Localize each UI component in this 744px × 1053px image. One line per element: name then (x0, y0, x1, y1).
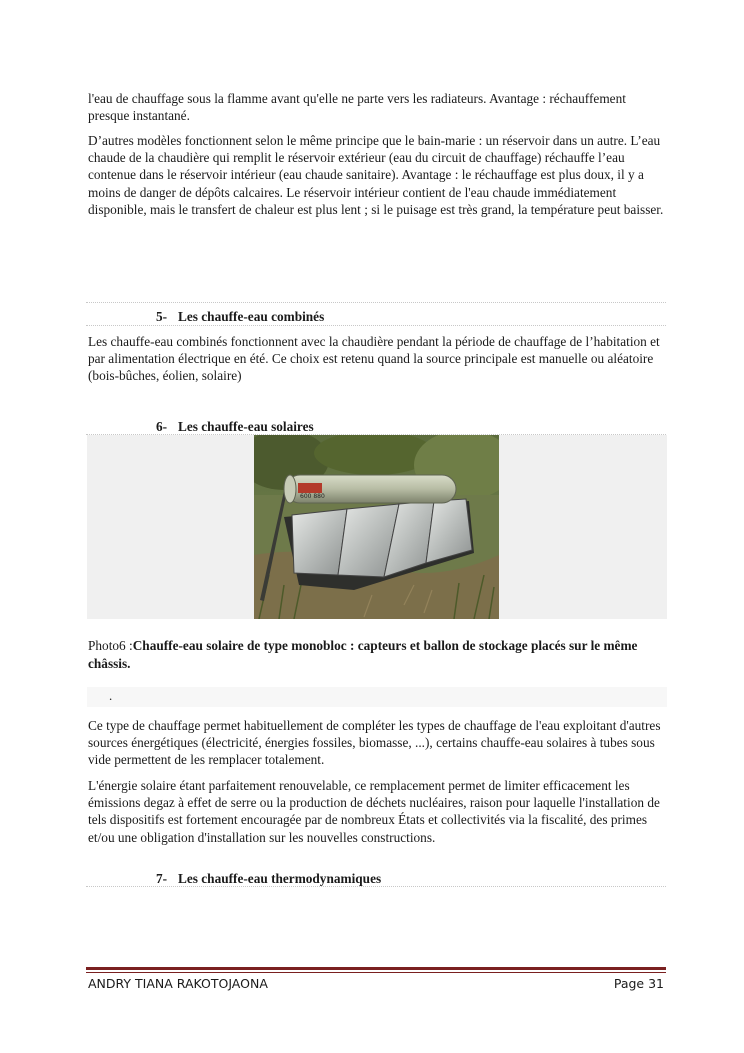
solar-water-heater-photo (254, 435, 499, 619)
caption-text: Chauffe-eau solaire de type monobloc : capteurs et ballon de stockage placés sur le même châssis. (88, 638, 638, 671)
paragraph-solar-usage: Ce type de chauffage permet habituellement de compléter les types de chauffage de l'eau exploitant d'autres sources énergétiques (électricité, énergies fossiles, biomasse, ...), certains chauffe-eau solaires à tubes sous vide permettent de les remplacer totalement. (88, 718, 661, 768)
footer-rule (86, 967, 666, 970)
footer-page-number: Page 31 (613, 976, 664, 991)
paragraph-bain-marie: D’autres modèles fonctionnent selon le même principe que le bain-marie : un réservoir dans un autre. L’eau chaude de la chaudière qui remplit le réservoir extérieur (eau du circuit de chauffage) réchauffe l’eau contenue dans le réservoir intérieur (eau chaude sanitaire). Avantage : le réchauffage est plus doux, il y a moins de danger de dépôts calcaires. Le réservoir intérieur contient de l'eau chaude immédiatement disponible, mais le transfert de chaleur est plus lent ; si le puisage est très grand, la température peut baisser. (88, 133, 664, 217)
paragraph-combined: Les chauffe-eau combinés fonctionnent avec la chaudière pendant la période de chauffage de l’habitation et par alimentation électrique en été. Ce choix est retenu quand la source principale est manuelle ou aléatoire (bois-bûches, éolien, solaire) (88, 334, 660, 384)
caption-lead: Photo6 : (88, 638, 133, 653)
photo-caption (88, 637, 668, 672)
paragraph-renewable: L'énergie solaire étant parfaitement renouvelable, ce remplacement permet de limiter efficacement les émissions degaz à effet de serre ou la production de déchets nucléaires, raison pour laquelle l'installation de tels dispositifs est fortement encouragée par de nombreux États et collectivités via la fiscalité, des primes et/ou une obligation d'installation sur les nouvelles constructions. (88, 778, 660, 845)
tank-label: 600 880 (300, 493, 325, 500)
heading-number: 5- (156, 309, 168, 324)
paragraph-intro: l'eau de chauffage sous la flamme avant qu'elle ne parte vers les radiateurs. Avantage : réchauffement presque instantané. (88, 91, 626, 124)
section-divider (86, 325, 666, 326)
heading-number: 6- (156, 419, 168, 434)
heading-text: Les chauffe-eau solaires (178, 419, 314, 434)
footer-rule-thin (86, 972, 666, 973)
heading-thermodynamic-heaters (156, 870, 381, 887)
section-divider (86, 302, 666, 303)
heading-text: Les chauffe-eau combinés (178, 309, 325, 324)
heading-solar-heaters (156, 418, 314, 435)
section-divider (86, 886, 666, 887)
footer-author: ANDRY TIANA RAKOTOJAONA (88, 976, 268, 991)
heading-text: Les chauffe-eau thermodynamiques (178, 871, 382, 886)
dot-marker: . (109, 688, 113, 703)
empty-line-strip (87, 687, 667, 707)
heading-number: 7- (156, 871, 168, 886)
heading-combined-heaters (156, 308, 324, 325)
